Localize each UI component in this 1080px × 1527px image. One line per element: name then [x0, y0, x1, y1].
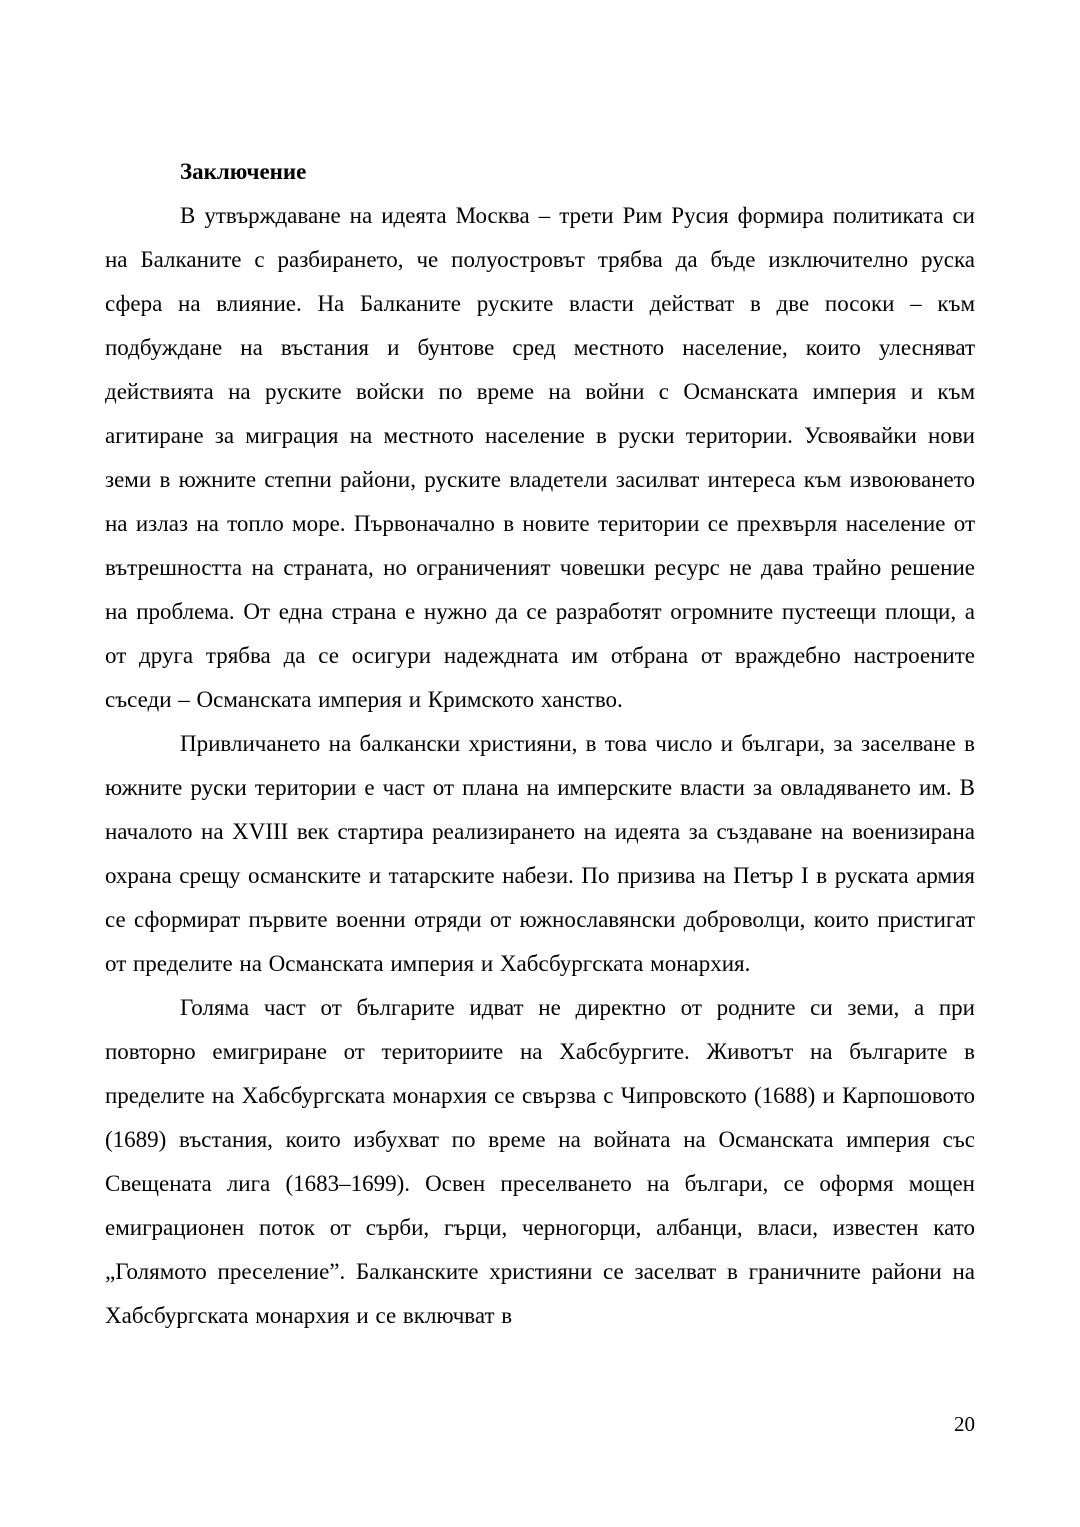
- section-title: Заключение: [180, 159, 307, 184]
- paragraph-2: Привличането на балкански християни, в това число и българи, за заселване в южните руски територии е част от плана на имперските власти за овладяването им. В началото на XVIII век стартира реализирането на идеята за създаване на военизирана охрана срещу османските и татарските набези. По призива на Петър I в руската армия се сформират първите военни отряди от южнославянски доброволци, които пристигат от пределите на Османската империя и Хабсбургската монархия.: [105, 731, 975, 976]
- paragraph-3: Голяма част от българите идват не директно от родните си земи, а при повторно емигриране от териториите на Хабсбургите. Животът на българите в пределите на Хабсбургската монархия се свързва с Чипровското (1688) и Карпошовото (1689) въстания, които избухват по време на войната на Османската империя със Свещената лига (1683–1699). Освен преселването на българи, се оформя мощен емиграционен поток от сърби, гърци, черногорци, албанци, власи, известен като „Голямото преселение”. Балканските християни се заселват в граничните райони на Хабсбургската монархия и се включват в: [105, 995, 975, 1328]
- page-content: [105, 150, 975, 1338]
- page-number: 20: [954, 1412, 975, 1436]
- paragraph-1: В утвърждаване на идеята Москва – трети Рим Русия формира политиката си на Балканите с разбирането, че полуостровът трябва да бъде изключително руска сфера на влияние. На Балканите руските власти действат в две посоки – към подбуждане на въстания и бунтове сред местното население, които улесняват действията на руските войски по време на войни с Османската империя и към агитиране за миграция на местното население в руски територии. Усвоявайки нови земи в южните степни райони, руските владетели засилват интереса към извоюването на излаз на топло море. Първоначално в новите територии се прехвърля население от вътрешността на страната, но ограниченият човешки ресурс не дава трайно решение на проблема. От една страна е нужно да се разработят огромните пустеещи площи, а от друга трябва да се осигури надеждната им отбрана от враждебно настроените съседи – Османската империя и Кримското ханство.: [105, 203, 975, 712]
